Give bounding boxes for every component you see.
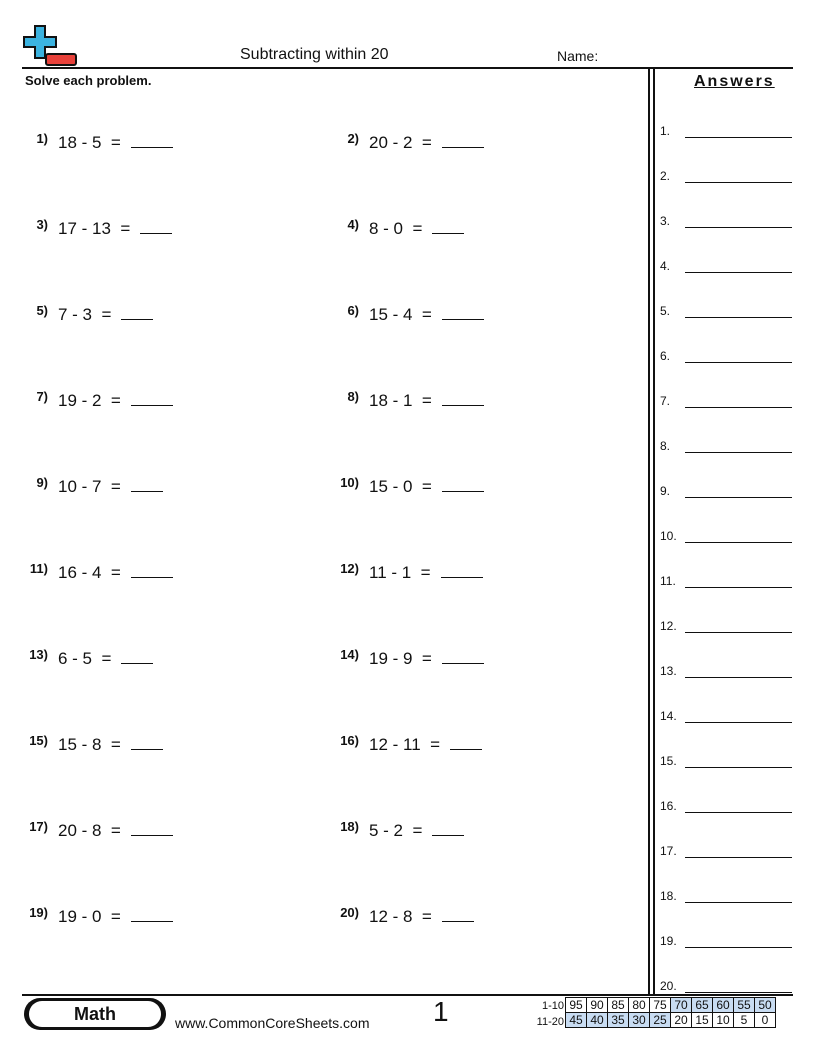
problem-item [335, 561, 635, 585]
answer-line[interactable] [685, 677, 792, 678]
score-cell: 20 [671, 1013, 692, 1028]
score-row-labels [528, 998, 564, 1030]
instructions: Solve each problem. [25, 73, 152, 88]
answer-column-divider-right [653, 68, 655, 994]
problem-expression [369, 305, 484, 325]
problem-expression [58, 477, 163, 497]
problem-item [24, 217, 324, 241]
problem-expression-text: 18 - 5 = [58, 133, 121, 152]
problem-expression-text: 19 - 0 = [58, 907, 121, 926]
answer-blank[interactable] [450, 735, 482, 750]
answer-blank[interactable] [131, 821, 173, 836]
answer-blank[interactable] [442, 305, 484, 320]
problem-number: 13) [29, 647, 48, 662]
answer-column-divider-left [648, 68, 650, 994]
score-row [566, 1013, 776, 1028]
problem-expression-text: 7 - 3 = [58, 305, 112, 324]
problem-expression [58, 735, 163, 755]
answer-label: 15. [660, 754, 677, 768]
problem-item [335, 389, 635, 413]
score-cell: 70 [671, 998, 692, 1013]
problem-expression [369, 391, 484, 411]
problem-expression-text: 17 - 13 = [58, 219, 131, 238]
answer-line[interactable] [685, 902, 792, 903]
answer-line[interactable] [685, 722, 792, 723]
answer-line[interactable] [685, 767, 792, 768]
problem-number: 9) [36, 475, 48, 490]
answer-blank[interactable] [131, 735, 163, 750]
problem-number: 5) [36, 303, 48, 318]
problem-item [335, 647, 635, 671]
problem-expression-text: 6 - 5 = [58, 649, 112, 668]
problem-expression-text: 15 - 4 = [369, 305, 432, 324]
score-cell: 35 [608, 1013, 629, 1028]
problem-expression [58, 821, 173, 841]
problem-expression [369, 907, 474, 927]
answer-line[interactable] [685, 137, 792, 138]
problem-expression [58, 907, 173, 927]
header-divider [22, 67, 793, 69]
problem-expression-text: 15 - 0 = [369, 477, 432, 496]
answer-row [660, 574, 792, 590]
answer-line[interactable] [685, 632, 792, 633]
score-cell: 95 [566, 998, 587, 1013]
problem-expression [369, 735, 482, 755]
answer-label: 19. [660, 934, 677, 948]
score-cell: 30 [629, 1013, 650, 1028]
score-cell: 50 [755, 998, 776, 1013]
answer-label: 14. [660, 709, 677, 723]
problem-expression [369, 821, 464, 841]
problem-item [24, 819, 324, 843]
answer-blank[interactable] [442, 133, 484, 148]
answer-line[interactable] [685, 227, 792, 228]
answer-row [660, 934, 792, 950]
problem-number: 18) [340, 819, 359, 834]
score-cell: 55 [734, 998, 755, 1013]
answer-row [660, 709, 792, 725]
problem-item [335, 905, 635, 929]
answer-line[interactable] [685, 497, 792, 498]
answer-line[interactable] [685, 452, 792, 453]
problem-number: 2) [347, 131, 359, 146]
answer-row [660, 664, 792, 680]
answer-blank[interactable] [441, 563, 483, 578]
answer-blank[interactable] [432, 821, 464, 836]
answer-label: 8. [660, 439, 671, 453]
problem-number: 16) [340, 733, 359, 748]
score-cell: 5 [734, 1013, 755, 1028]
answer-label: 18. [660, 889, 677, 903]
problem-number: 3) [36, 217, 48, 232]
problem-item [24, 647, 324, 671]
answer-line[interactable] [685, 992, 792, 993]
problem-expression-text: 12 - 11 = [369, 735, 441, 754]
answer-blank[interactable] [442, 907, 474, 922]
answer-row [660, 484, 792, 500]
answer-label: 11. [660, 574, 676, 588]
score-cell: 25 [650, 1013, 671, 1028]
problem-expression-text: 19 - 9 = [369, 649, 432, 668]
problem-item [24, 561, 324, 585]
problem-item [24, 905, 324, 929]
answer-label: 16. [660, 799, 677, 813]
answer-label: 17. [660, 844, 677, 858]
problem-item [24, 389, 324, 413]
answer-label: 10. [660, 529, 677, 543]
score-cell: 15 [692, 1013, 713, 1028]
answer-row [660, 754, 792, 770]
answer-line[interactable] [685, 857, 792, 858]
problem-expression-text: 20 - 8 = [58, 821, 121, 840]
problem-expression [58, 563, 173, 583]
problem-number: 6) [347, 303, 359, 318]
problem-number: 20) [340, 905, 359, 920]
problem-number: 17) [29, 819, 48, 834]
answer-blank[interactable] [442, 477, 484, 492]
problem-item [24, 131, 324, 155]
answer-label: 6. [660, 349, 671, 363]
problem-expression-text: 18 - 1 = [369, 391, 432, 410]
answer-label: 20. [660, 979, 677, 993]
problem-item [335, 819, 635, 843]
answer-line[interactable] [685, 272, 792, 273]
score-cell: 10 [713, 1013, 734, 1028]
problem-expression [369, 219, 464, 239]
problem-expression [58, 305, 153, 325]
problem-number: 12) [340, 561, 359, 576]
problem-expression-text: 15 - 8 = [58, 735, 121, 754]
problem-expression [58, 649, 153, 669]
answer-blank[interactable] [131, 907, 173, 922]
answer-blank[interactable] [442, 649, 484, 664]
problem-expression-text: 10 - 7 = [58, 477, 121, 496]
score-row [566, 998, 776, 1013]
answer-row [660, 619, 792, 635]
answer-row [660, 529, 792, 545]
problem-item [24, 733, 324, 757]
answer-line[interactable] [685, 317, 792, 318]
answer-label: 13. [660, 664, 677, 678]
answer-blank[interactable] [131, 477, 163, 492]
problem-number: 4) [347, 217, 359, 232]
answers-heading: Answers [694, 73, 775, 90]
page-number: 1 [433, 996, 449, 1027]
score-cell: 45 [566, 1013, 587, 1028]
subject-badge [24, 998, 166, 1030]
problem-expression [369, 477, 484, 497]
answer-line[interactable] [685, 812, 792, 813]
problem-number: 8) [347, 389, 359, 404]
answer-row [660, 349, 792, 365]
answer-line[interactable] [685, 407, 792, 408]
answer-row [660, 124, 792, 140]
answer-blank[interactable] [140, 219, 172, 234]
answer-label: 4. [660, 259, 671, 273]
answer-row [660, 979, 792, 995]
answer-row [660, 799, 792, 815]
answer-label: 9. [660, 484, 671, 498]
problem-item [24, 303, 324, 327]
problem-item [335, 475, 635, 499]
score-cell: 40 [587, 1013, 608, 1028]
worksheet-title: Subtracting within 20 [240, 46, 389, 63]
score-cell: 75 [650, 998, 671, 1013]
answer-label: 5. [660, 304, 671, 318]
subject-label: Math [29, 1001, 161, 1027]
answer-line[interactable] [685, 947, 792, 948]
score-cell: 60 [713, 998, 734, 1013]
answer-label: 7. [660, 394, 671, 408]
score-cell: 80 [629, 998, 650, 1013]
answer-row [660, 304, 792, 320]
score-table [565, 997, 776, 1028]
score-cell: 65 [692, 998, 713, 1013]
problem-expression [58, 133, 173, 153]
problem-expression-text: 8 - 0 = [369, 219, 423, 238]
answer-label: 2. [660, 169, 671, 183]
problem-expression [369, 133, 484, 153]
answer-row [660, 439, 792, 455]
answer-blank[interactable] [121, 305, 153, 320]
answer-line[interactable] [685, 587, 792, 588]
answer-row [660, 214, 792, 230]
answer-line[interactable] [685, 182, 792, 183]
score-cell: 85 [608, 998, 629, 1013]
name-label: Name: [557, 48, 599, 64]
problem-number: 11) [29, 561, 48, 576]
problem-expression [58, 391, 173, 411]
answer-row [660, 169, 792, 185]
answer-blank[interactable] [131, 391, 173, 406]
score-cell: 0 [755, 1013, 776, 1028]
problem-expression-text: 19 - 2 = [58, 391, 121, 410]
problem-expression-text: 12 - 8 = [369, 907, 432, 926]
problem-expression-text: 20 - 2 = [369, 133, 432, 152]
answer-label: 3. [660, 214, 671, 228]
score-row-label: 11-20 [536, 1016, 564, 1028]
problem-expression-text: 11 - 1 = [369, 563, 431, 582]
problem-item [335, 217, 635, 241]
answer-blank[interactable] [432, 219, 464, 234]
answer-blank[interactable] [442, 391, 484, 406]
answer-label: 1. [660, 124, 671, 138]
problem-number: 7) [36, 389, 48, 404]
problem-item [335, 303, 635, 327]
answer-row [660, 844, 792, 860]
score-cell: 90 [587, 998, 608, 1013]
problem-expression [369, 563, 483, 583]
answer-label: 12. [660, 619, 677, 633]
problem-number: 14) [340, 647, 359, 662]
problem-number: 1) [36, 131, 48, 146]
answer-line[interactable] [685, 542, 792, 543]
problem-expression-text: 5 - 2 = [369, 821, 423, 840]
site-url: www.CommonCoreSheets.com [175, 1015, 370, 1031]
answer-blank[interactable] [131, 133, 173, 148]
problem-item [335, 131, 635, 155]
problem-item [335, 733, 635, 757]
answer-blank[interactable] [121, 649, 153, 664]
problem-expression [369, 649, 484, 669]
problem-number: 10) [340, 475, 359, 490]
plus-minus-logo-icon [22, 24, 82, 70]
answer-row [660, 394, 792, 410]
problem-expression [58, 219, 172, 239]
score-row-label: 1-10 [541, 1000, 564, 1012]
problem-number: 19) [29, 905, 48, 920]
footer-divider [22, 994, 793, 996]
answer-row [660, 259, 792, 275]
problem-expression-text: 16 - 4 = [58, 563, 121, 582]
answer-line[interactable] [685, 362, 792, 363]
problem-item [24, 475, 324, 499]
problem-number: 15) [29, 733, 48, 748]
answer-blank[interactable] [131, 563, 173, 578]
answer-row [660, 889, 792, 905]
